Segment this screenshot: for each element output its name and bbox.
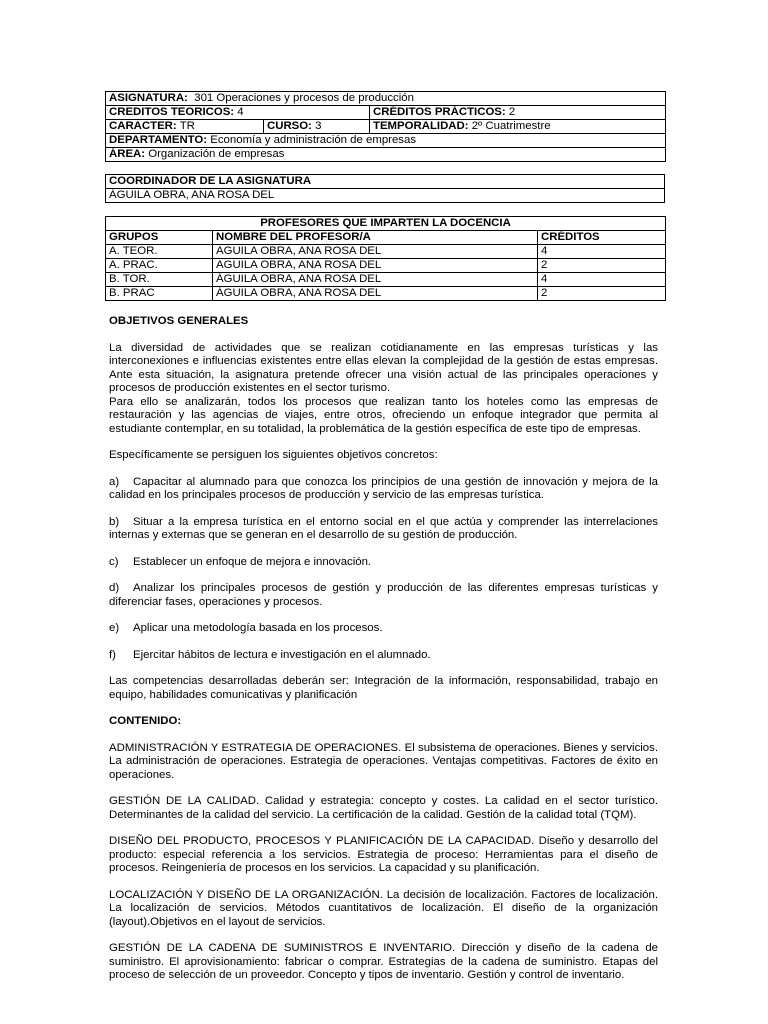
group-cell: B. PRAC (106, 287, 213, 301)
asignatura-value: 301 Operaciones y procesos de producción (194, 92, 414, 104)
objective-item (109, 476, 658, 503)
table-row (106, 148, 666, 162)
table-row (106, 287, 666, 301)
subject-info-table (105, 91, 666, 162)
curso-label: CURSO: (267, 120, 312, 132)
objective-item-text: Capacitar al alumnado para que conozca los principios de una gestión de innovación y mejora de la calidad en los principales procesos de producción y servicio de las empresas turística. (109, 475, 658, 501)
table-header-row (106, 231, 666, 245)
caracter-label: CARACTER: (109, 120, 177, 132)
professors-table (105, 216, 666, 301)
table-row (106, 134, 666, 148)
objective-item-label: e) (109, 622, 120, 634)
table-row (106, 217, 666, 231)
objective-item-text: Establecer un enfoque de mejora e innovación. (133, 555, 372, 568)
document-body (109, 315, 658, 996)
contents-paragraph: GESTIÓN DE LA CADENA DE SUMINISTROS E INVENTARIO. Dirección y diseño de la cadena de suministro. El aprovisionamiento: fabricar o comprar. Estrategias de la cadena de suministro. Etapas del proceso de selección de un proveedor. Concepto y tipos de inventario. Gestión y control de inventario. (109, 942, 658, 981)
objective-item (109, 556, 658, 570)
professor-name-cell: ÁGUILA OBRA, ANA ROSA DEL (213, 287, 538, 301)
professor-name-cell: AGUILA OBRA, ANA ROSA DEL (213, 245, 538, 259)
contents-heading: CONTENIDO: (109, 715, 182, 727)
column-header-nombre: NOMBRE DEL PROFESOR/A (213, 231, 538, 245)
asignatura-cell (106, 92, 666, 106)
objective-item-text: Ejercitar hábitos de lectura e investigación en el alumnado. (133, 648, 431, 661)
table-row (106, 175, 665, 189)
departamento-value: Economía y administración de empresas (210, 134, 417, 146)
objective-item (109, 516, 658, 543)
group-cell: A. TEOR. (106, 245, 213, 259)
table-row (106, 106, 666, 120)
column-header-grupos: GRUPOS (106, 231, 213, 245)
objective-item-label: d) (109, 582, 120, 594)
group-cell: B. TOR. (106, 273, 213, 287)
contents-paragraph: LOCALIZACIÓN Y DISEÑO DE LA ORGANIZACIÓN. La decisión de localización. Factores de localización. La localización de servicios. Métodos cuantitativos de localización. El diseño de la organización (layout).Objetivos en el layout de servicios. (109, 888, 658, 928)
temporalidad-value: 2º Cuatrimestre (471, 120, 551, 132)
objective-item (109, 622, 658, 636)
objective-item-label: a) (109, 475, 120, 488)
caracter-cell (106, 120, 264, 134)
area-value: Organización de empresas (148, 148, 285, 160)
curso-value: 3 (315, 120, 322, 132)
objective-item-text: Analizar los principales procesos de gestión y producción de las diferentes empresas turísticas y diferenciar fases, operaciones y procesos. (109, 582, 658, 608)
objectives-paragraph: Para ello se analizarán, todos los procesos que realizan tanto los hoteles como las empresas de restauración y las agencias de viajes, entre otros, ofreciendo un enfoque integrador que permita al estudiante contemplar, en su totalidad, la problemática de la gestión específica de este tipo de empresas. (109, 395, 658, 435)
table-row (106, 259, 666, 273)
temporalidad-cell (370, 120, 666, 134)
coordinator-table (105, 174, 665, 203)
creditos-teoricos-value: 4 (237, 106, 244, 118)
contents-paragraph: ADMINISTRACIÓN Y ESTRATEGIA DE OPERACIONES. El subsistema de operaciones. Bienes y servicios. La administración de operaciones. Estrategia de operaciones. Ventajas competitivas. Factores de éxito en operaciones. (109, 741, 658, 781)
area-cell (106, 148, 666, 162)
credits-cell: 4 (538, 273, 666, 287)
coordinator-name: ÁGUILA OBRA, ANA ROSA DEL (106, 189, 665, 203)
professor-name-cell: ÁGUILA OBRA, ANA ROSA DEL (213, 273, 538, 287)
creditos-practicos-cell (370, 106, 666, 120)
creditos-teoricos-cell (106, 106, 370, 120)
contents-paragraph: DISEÑO DEL PRODUCTO, PROCESOS Y PLANIFICACIÓN DE LA CAPACIDAD. Diseño y desarrollo del producto: especial referencia a los servicios. Estrategia de proceso: Herramientas para el diseño de procesos. Reingeniería de procesos en los servicios. La capacidad y su planificación. (109, 835, 658, 874)
professors-table-title: PROFESORES QUE IMPARTEN LA DOCENCIA (106, 217, 666, 231)
temporalidad-label: TEMPORALIDAD: (373, 120, 469, 132)
objectives-intro: Específicamente se persiguen los siguientes objetivos concretos: (109, 449, 438, 461)
area-label: ÁREA: (109, 148, 146, 160)
objective-item-text: Situar a la empresa turística en el entorno social en el que actúa y comprender las interrelaciones internas y externas que se generan en el desarrollo de su gestión de producción. (109, 515, 658, 541)
departamento-cell (106, 134, 666, 148)
objectives-heading: OBJETIVOS GENERALES (109, 315, 249, 327)
table-row (106, 273, 666, 287)
table-row (106, 245, 666, 259)
coordinator-header: COORDINADOR DE LA ASIGNATURA (106, 175, 665, 189)
credits-cell: 2 (538, 287, 666, 301)
objective-item (109, 582, 658, 609)
creditos-practicos-value: 2 (508, 106, 516, 118)
column-header-creditos: CRÉDITOS (538, 231, 666, 245)
competencies-paragraph: Las competencias desarrolladas deberán ser: Integración de la información, responsabilidad, trabajo en equipo, habilidades comunicativas y planificación (109, 675, 658, 701)
group-cell: A. PRAC. (106, 259, 213, 273)
table-row (106, 92, 666, 106)
caracter-value: TR (179, 120, 195, 132)
objective-item (109, 649, 658, 663)
asignatura-label: ASIGNATURA: (109, 92, 188, 104)
table-row (106, 120, 666, 134)
objective-item-label: b) (109, 515, 120, 528)
curso-cell (264, 120, 370, 134)
objective-item-label: f) (109, 648, 116, 661)
credits-cell: 2 (538, 259, 666, 273)
objective-item-label: c) (109, 555, 119, 568)
departamento-label: DEPARTAMENTO: (109, 134, 208, 146)
table-row (106, 189, 665, 203)
objective-item-text: Aplicar una metodología basada en los procesos. (133, 622, 383, 634)
professor-name-cell: AGUILA OBRA, ANA ROSA DEL (213, 259, 538, 273)
credits-cell: 4 (538, 245, 666, 259)
creditos-practicos-label: CRÉDITOS PRÁCTICOS: (373, 106, 506, 118)
creditos-teoricos-label: CREDITOS TEORICOS: (109, 106, 235, 118)
objectives-paragraph: La diversidad de actividades que se realizan cotidianamente en las empresas turísticas y las interconexiones e influencias existentes entre ellas elevan la complejidad de la gestión de estas empresas. Ante esta situación, la asignatura pretende ofrecer una visión actual de las principales operaciones y procesos de producción existentes en el sector turismo. (109, 341, 658, 394)
contents-paragraph: GESTIÓN DE LA CALIDAD. Calidad y estrategia: concepto y costes. La calidad en el sector turístico. Determinantes de la calidad del servicio. La certificación de la calidad. Gestión de la calidad total (TQM). (109, 795, 658, 821)
